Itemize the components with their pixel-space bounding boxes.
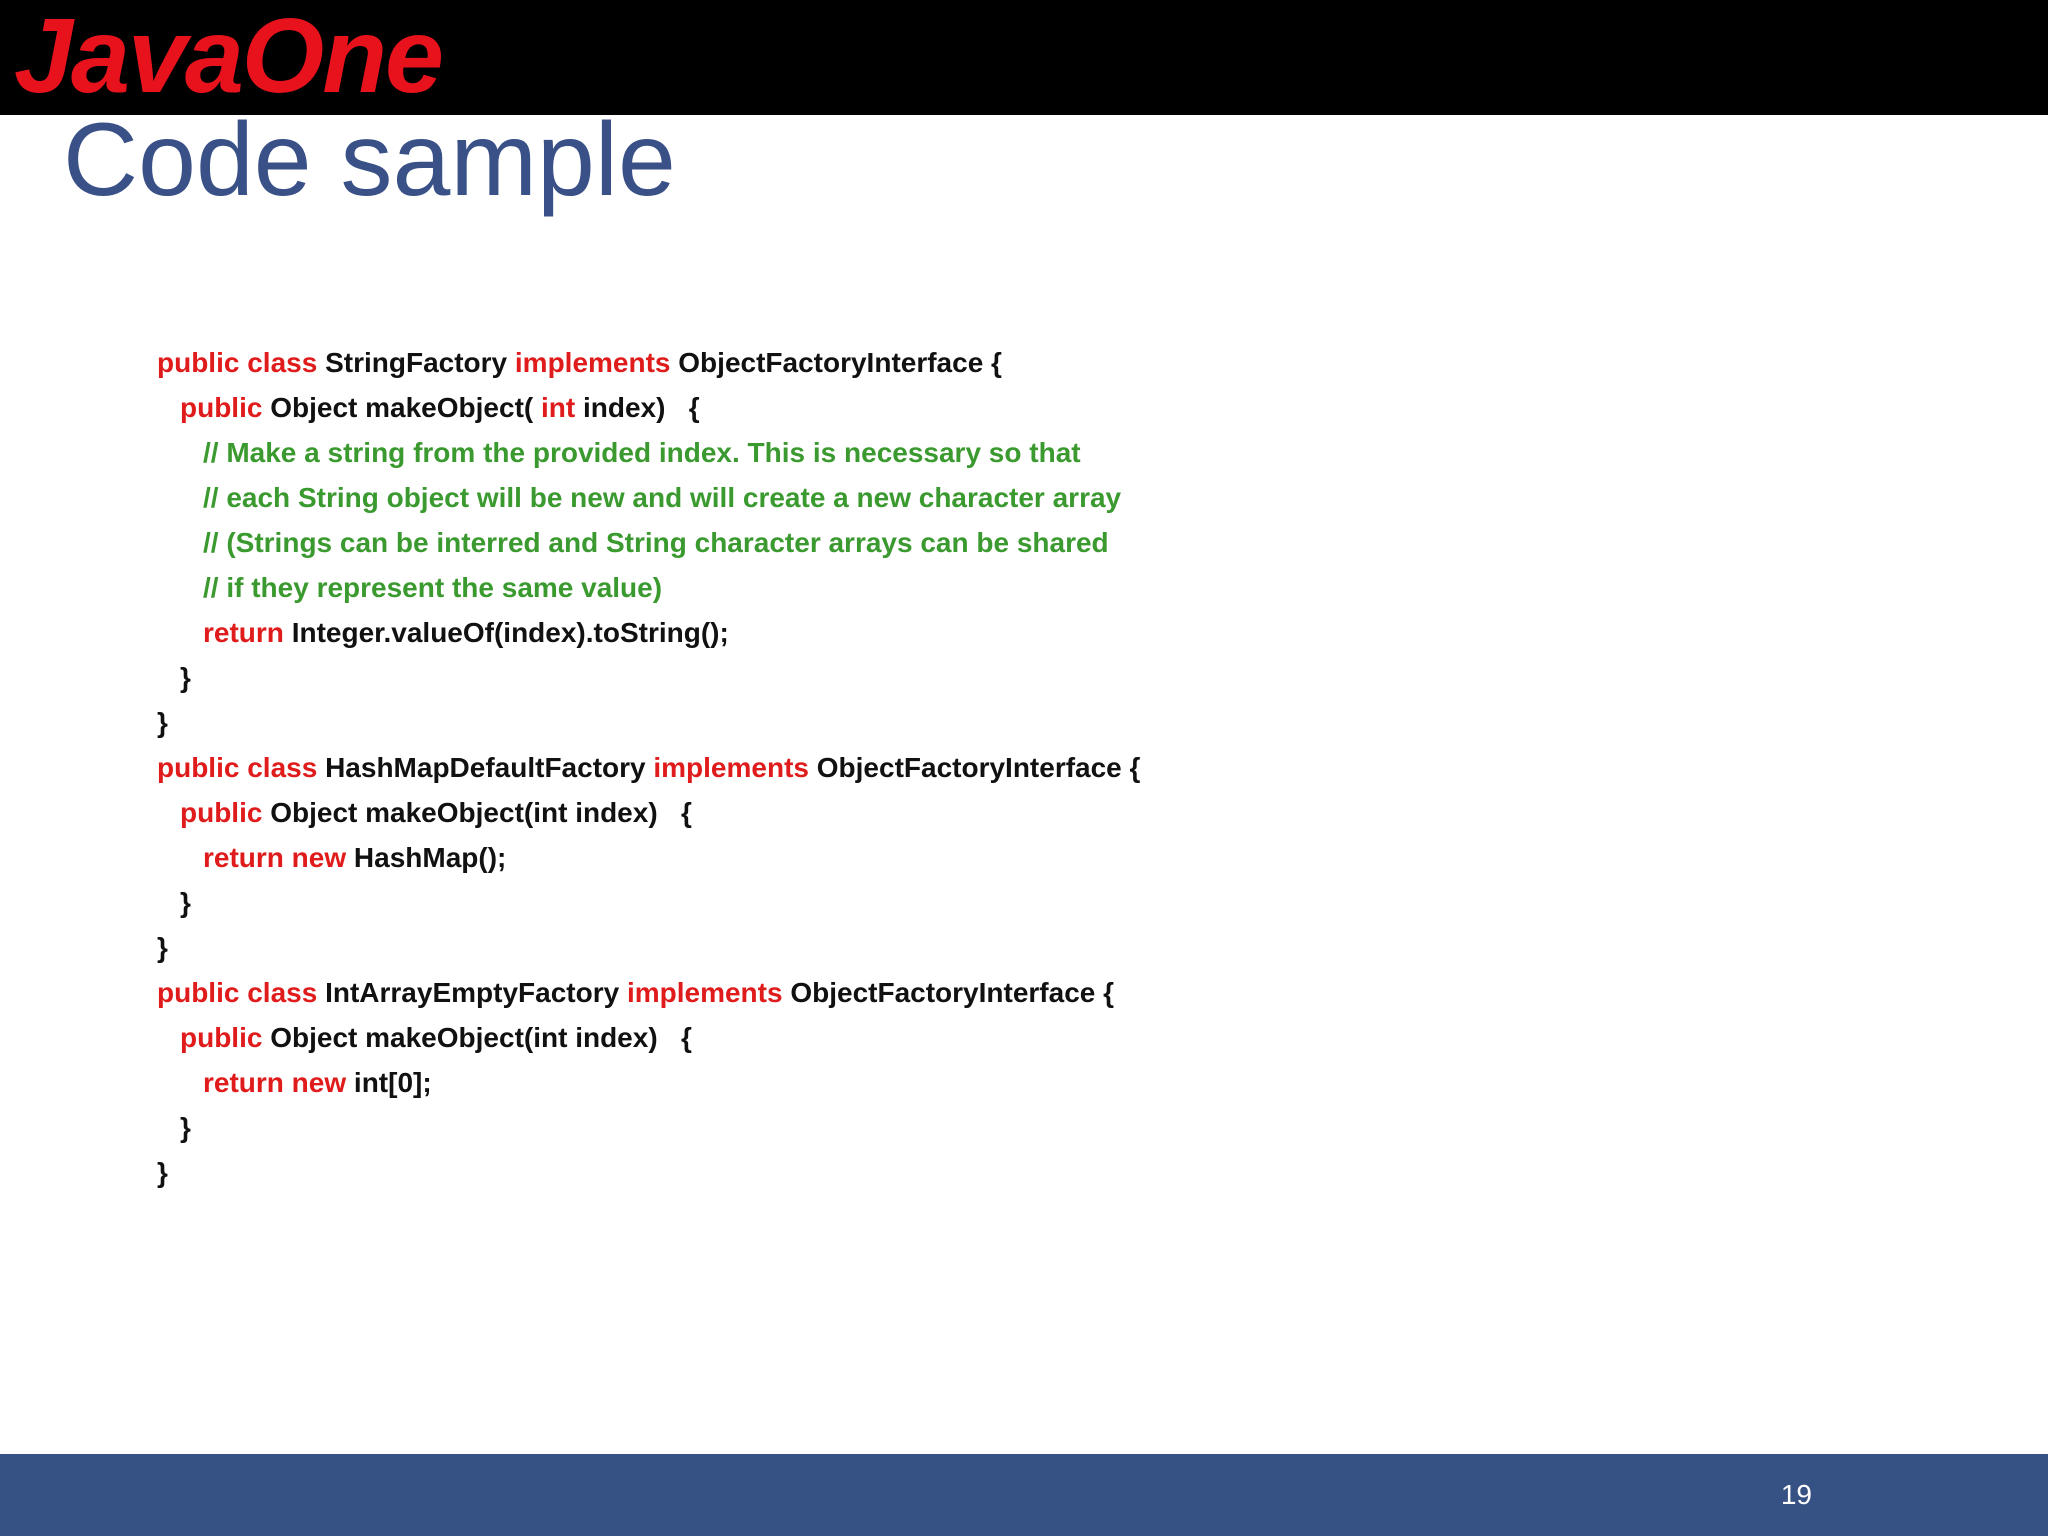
code-token-plain: Integer.valueOf(index).toString(); — [291, 617, 729, 648]
code-token-plain: } — [157, 1157, 168, 1188]
code-line — [157, 520, 1140, 565]
header-bar — [0, 0, 2048, 115]
code-token-keyword: implements — [514, 347, 679, 378]
code-line — [157, 880, 1140, 925]
code-line — [157, 745, 1140, 790]
code-token-plain: index) { — [583, 392, 700, 423]
code-token-plain: ObjectFactoryInterface { — [816, 752, 1141, 783]
code-line — [157, 475, 1140, 520]
code-line — [157, 610, 1140, 655]
code-token-keyword: public — [180, 392, 271, 423]
code-token-keyword: implements — [653, 752, 817, 783]
code-token-plain: Object makeObject(int index) { — [270, 1022, 692, 1053]
code-block — [157, 340, 1140, 1195]
code-token-plain: IntArrayEmptyFactory — [325, 977, 627, 1008]
code-token-keyword: public — [180, 1022, 271, 1053]
code-line — [157, 385, 1140, 430]
code-token-keyword: public class — [157, 752, 326, 783]
code-token-keyword: return — [203, 617, 292, 648]
code-line — [157, 790, 1140, 835]
code-line — [157, 655, 1140, 700]
code-line — [157, 1060, 1140, 1105]
code-token-keyword: return new — [203, 1067, 354, 1098]
code-line — [157, 1015, 1140, 1060]
code-line — [157, 970, 1140, 1015]
code-token-keyword: public — [180, 797, 271, 828]
code-token-plain: HashMap(); — [353, 842, 507, 873]
footer-bar — [0, 1454, 2048, 1536]
code-token-plain: HashMapDefaultFactory — [325, 752, 654, 783]
code-token-plain: ObjectFactoryInterface { — [790, 977, 1115, 1008]
code-line — [157, 565, 1140, 610]
code-token-plain: } — [157, 932, 168, 963]
code-line — [157, 1150, 1140, 1195]
code-line — [157, 340, 1140, 385]
page-number: 19 — [1780, 1479, 1812, 1510]
code-token-plain: } — [180, 662, 191, 693]
code-token-plain: } — [157, 707, 168, 738]
code-line — [157, 835, 1140, 880]
code-token-keyword: return new — [203, 842, 354, 873]
code-token-keyword: int — [541, 392, 583, 423]
code-line — [157, 925, 1140, 970]
code-token-comment: // Make a string from the provided index. This is necessary so that — [203, 437, 1081, 468]
code-token-keyword: implements — [626, 977, 791, 1008]
code-token-plain: Object makeObject( — [270, 392, 541, 423]
code-token-plain: } — [180, 1112, 191, 1143]
code-token-plain: } — [180, 887, 191, 918]
code-token-plain: StringFactory — [325, 347, 515, 378]
code-token-comment: // (Strings can be interred and String character arrays can be shared — [203, 527, 1109, 558]
code-token-keyword: public class — [157, 977, 326, 1008]
code-token-comment: // each String object will be new and will create a new character array — [203, 482, 1122, 513]
code-token-comment: // if they represent the same value) — [203, 572, 663, 603]
code-token-keyword: public class — [157, 347, 326, 378]
slide-title: Code sample — [63, 102, 676, 218]
code-token-plain: ObjectFactoryInterface { — [678, 347, 1002, 378]
javaone-logo: JavaOne — [14, 0, 442, 115]
code-token-plain: Object makeObject(int index) { — [270, 797, 692, 828]
code-token-plain: int[0]; — [353, 1067, 432, 1098]
code-line — [157, 1105, 1140, 1150]
code-line — [157, 700, 1140, 745]
code-line — [157, 430, 1140, 475]
